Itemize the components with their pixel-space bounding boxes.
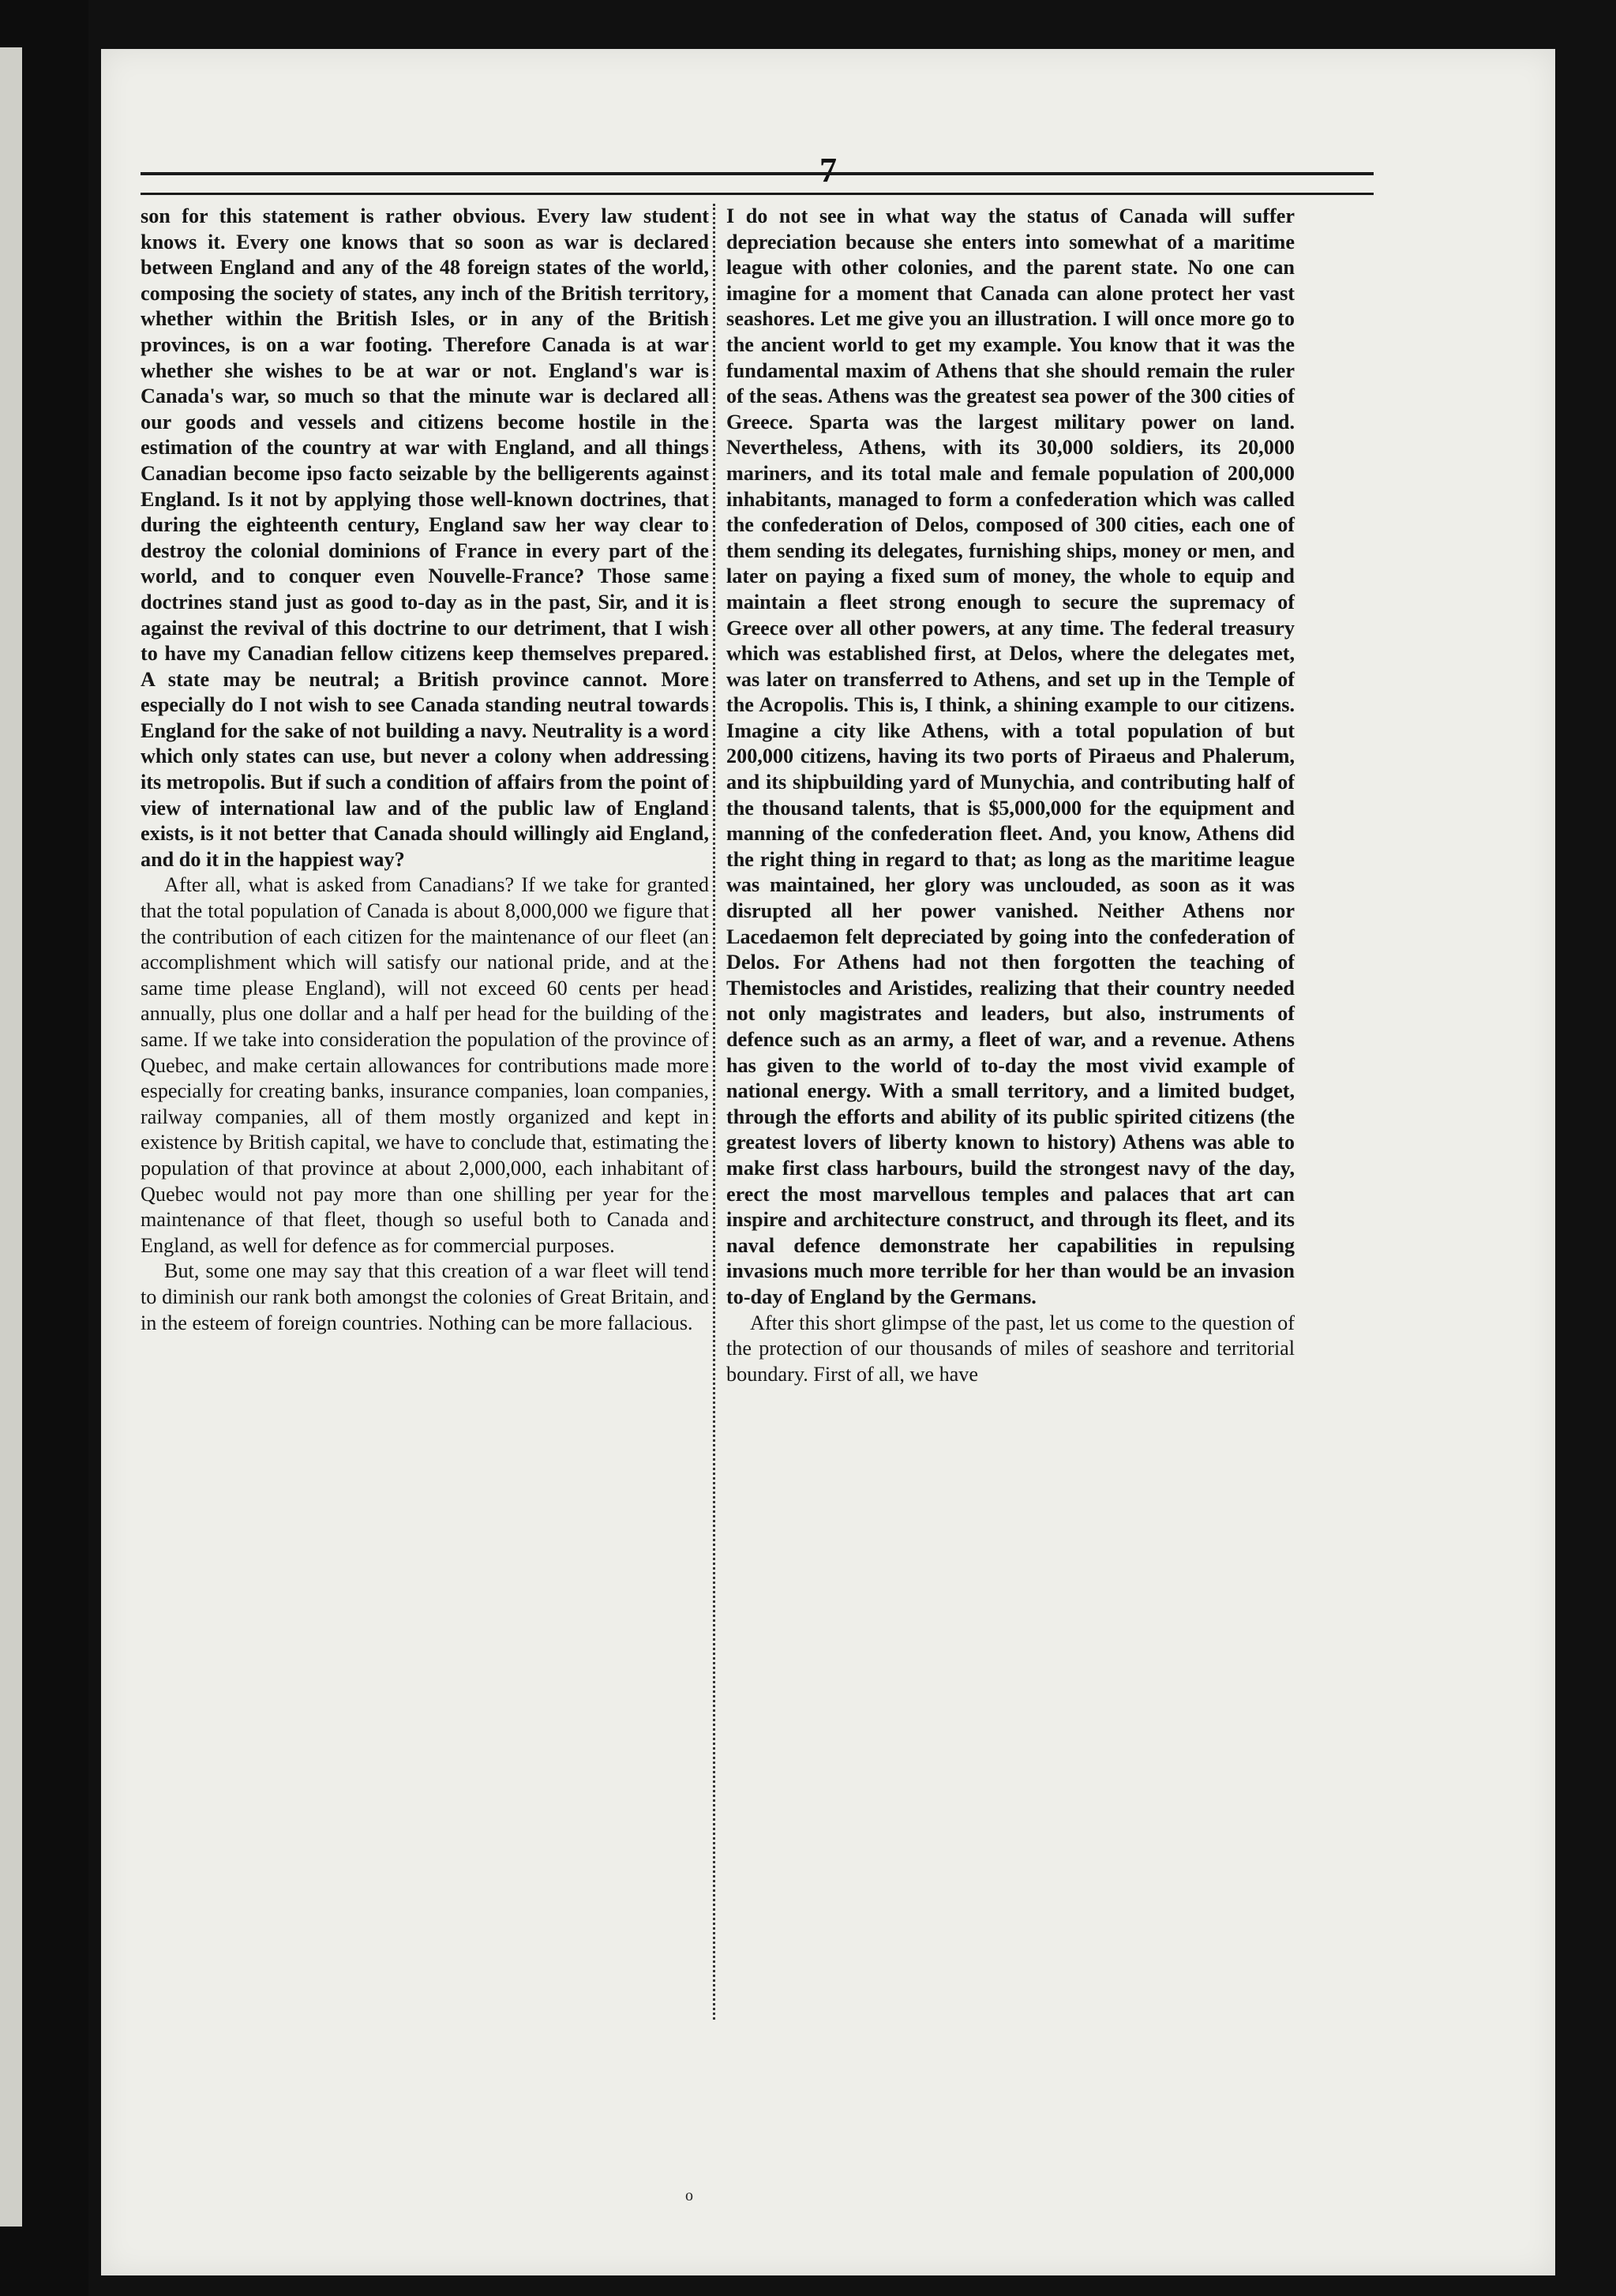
column-divider [713,204,715,2020]
page-number: 7 [819,151,837,189]
left-paragraph-2: After all, what is asked from Canadians? If we take for granted that the total population of Canada is about 8,000,000 we figure that the contribution of each citizen for the maintenance of our fleet (an accomplishment which will satisfy our national pride, and at the same time please England), will not exceed 60 cents per head annually, plus one dollar and a half per head for the building of the same. If we take into consideration the population of the province of Quebec, and make certain allowances for contributions made more especially for creating banks, insurance companies, loan companies, railway companies, all of them mostly organized and kept in existence by British capital, we have to conclude that, estimating the population of that province at about 2,000,000, each inhabitant of Quebec would not pay more than one shilling per year for the maintenance of that fleet, though so useful both to Canada and England, as well for defence as for commercial purposes. [141,873,709,1257]
bottom-mark: o [685,2187,693,2204]
right-paragraph-2: After this short glimpse of the past, let us come to the question of the protection of our thousands of miles of seashore and territorial boundary. First of all, we have [726,1311,1295,1386]
left-paragraph-3: But, some one may say that this creation of a war fleet will tend to diminish our rank both amongst the colonies of Great Britain, and in the esteem of foreign countries. Nothing can be more fallacious. [141,1259,709,1334]
right-paragraph-1: I do not see in what way the status of Canada will suffer depreciation because she enters into somewhat of a maritime league with other colonies, and the parent state. No one can imagine for a moment that Canada can alone protect her vast seashores. Let me give you an illustration. I will once more go to the ancient world to get my example. You know that it was the fundamental maxim of Athens that she should remain the ruler of the seas. Athens was the greatest sea power of the 300 cities of Greece. Sparta was the largest military power on land. Nevertheless, Athens, with its 30,000 soldiers, its 20,000 mariners, and its total male and female population of 200,000 inhabitants, managed to form a confederation which was called the confederation of Delos, composed of 300 cities, each one of them sending its delegates, furnishing ships, money or men, and later on paying a fixed sum of money, the whole to equip and maintain a fleet strong enough to secure the supremacy of Greece over all other powers, at any time. The federal treasury which was established first, at Delos, where the delegates met, was later on transferred to Athens, and set up in the Temple of the Acropolis. This is, I think, a shining example to our citizens. Imagine a city like Athens, with a total population of but 200,000 citizens, having its two ports of Piraeus and Phalerum, and its shipbuilding yard of Munychia, and contributing half of the thousand talents, that is $5,000,000 for the equipment and manning of the confederation fleet. And, you know, Athens did the right thing in regard to that; as long as the maritime league was maintained, her glory was unclouded, as soon as it was disrupted all her power vanished. Neither Athens nor Lacedaemon felt depreciated by going into the confederation of Delos. For Athens had not then forgotten the teaching of Themistocles and Aristides, realizing that their country needed not only magistrates and leaders, but also, instruments of defence such as an army, a fleet of war, and a revenue. Athens has given to the world of to-day the most vivid example of national energy. With a small territory, and a limited budget, through the efforts and ability of its public spirited citizens (the greatest lovers of liberty known to history) Athens was able to make first class harbours, build the strongest navy of the day, erect the most marvellous temples and palaces that art can inspire and architecture construct, and through its fleet, and its naval defence demonstrate her capabilities in repulsing invasions much more terrible for her than would be an invasion to-day of England by the Germans. [726,204,1295,1308]
header-rule [141,172,1374,195]
left-column [141,204,709,1336]
adjacent-page-edge [0,0,88,2296]
adjacent-page-scrap [0,47,22,2227]
left-paragraph-1: son for this statement is rather obvious. Every law student knows it. Every one knows that so soon as war is declared between England and any of the 48 foreign states of the world, composing the society of states, any inch of the British territory, whether within the British Isles, or in any of the British provinces, is on a war footing. Therefore Canada is at war whether she wishes to be at war or not. England's war is Canada's war, so much so that the minute war is declared all our goods and vessels and citizens become hostile in the estimation of the country at war with England, and all things Canadian become ipso facto seizable by the belligerents against England. Is it not by applying those well-known doctrines, that during the eighteenth century, England saw her way clear to destroy the colonial dominions of France in every part of the world, and to conquer even Nouvelle-France? Those same doctrines stand just as good to-day as in the past, Sir, and it is against the revival of this doctrine to our detriment, that I wish to have my Canadian fellow citizens keep themselves prepared. A state may be neutral; a British province cannot. More especially do I not wish to see Canada standing neutral towards England for the sake of not building a navy. Neutrality is a word which only states can use, but never a colony when addressing its metropolis. But if such a condition of affairs from the point of view of international law and of the public law of England exists, is it not better that Canada should willingly aid England, and do it in the happiest way? [141,204,709,871]
right-column [726,204,1295,1387]
